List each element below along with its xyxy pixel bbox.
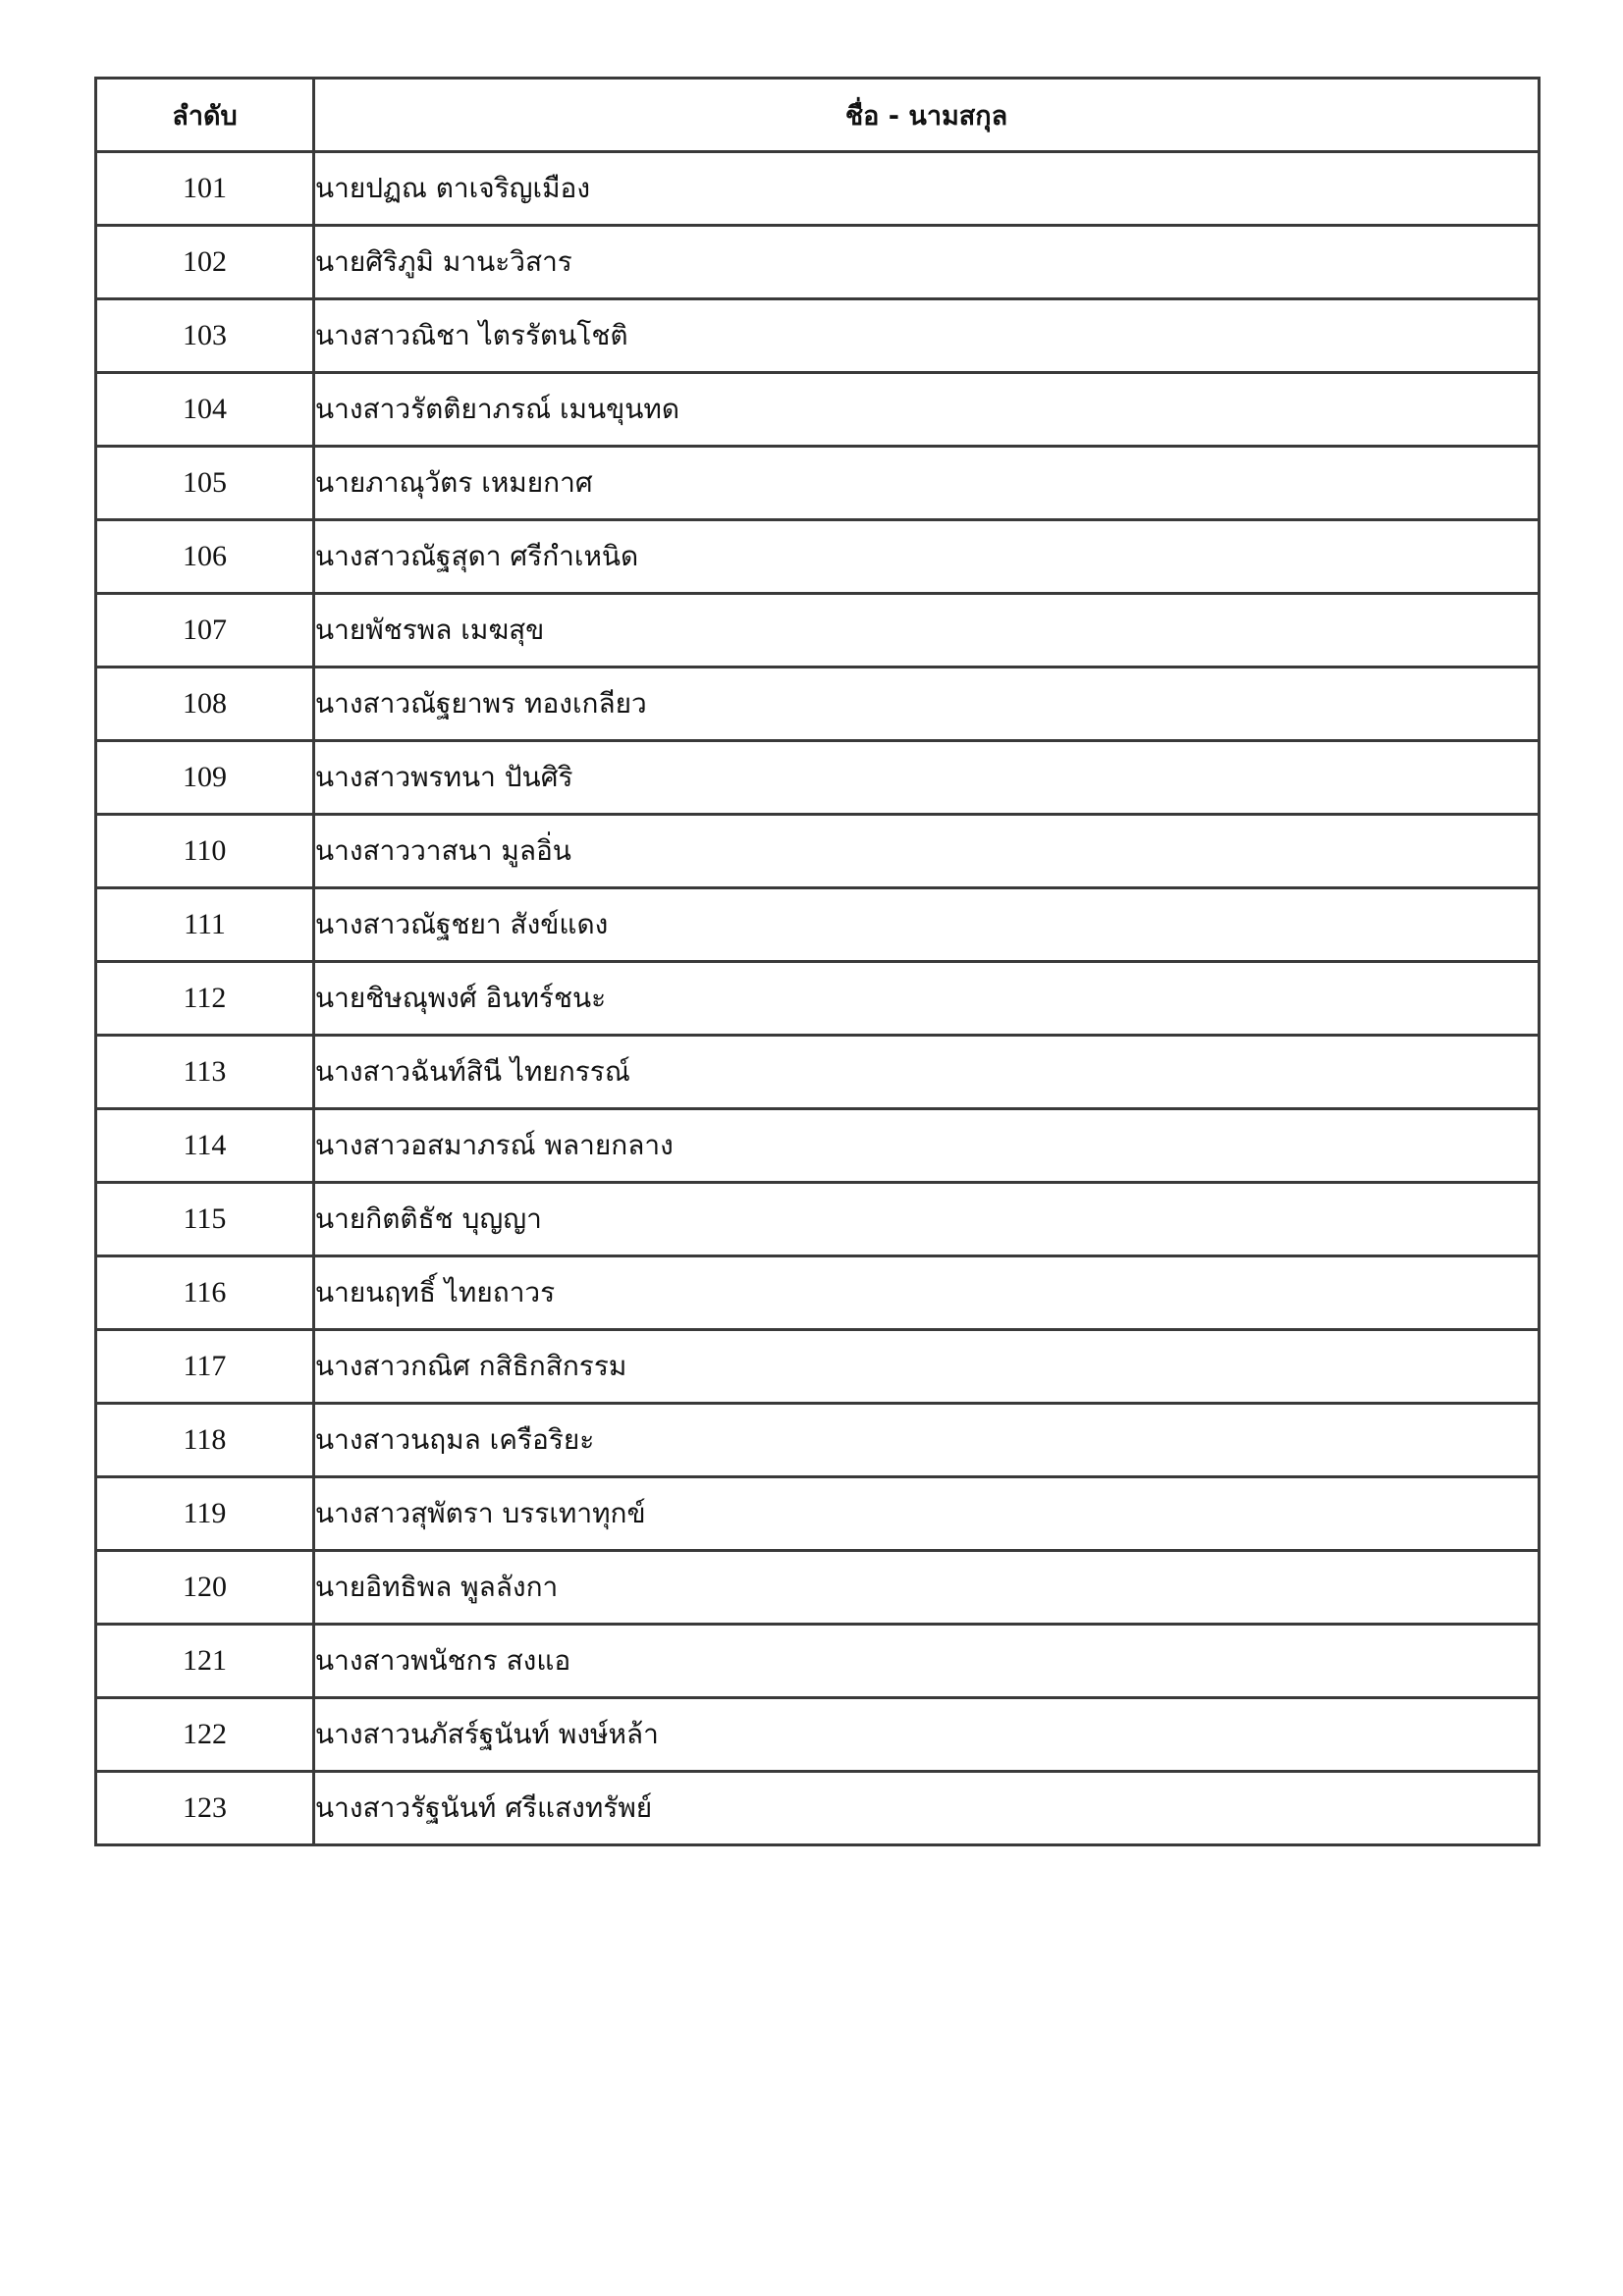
row-number: 117 xyxy=(96,1330,314,1404)
table-row xyxy=(96,815,1540,888)
table-row xyxy=(96,1772,1540,1845)
row-number: 116 xyxy=(96,1256,314,1330)
table-row xyxy=(96,226,1540,299)
row-full-name: นายนฤทธิ์ ไทยถาวร xyxy=(314,1256,1540,1330)
row-full-name: นางสาวสุพัตรา บรรเทาทุกข์ xyxy=(314,1477,1540,1551)
table-row xyxy=(96,152,1540,226)
table-row xyxy=(96,667,1540,741)
row-number: 112 xyxy=(96,962,314,1036)
table-row xyxy=(96,1256,1540,1330)
row-number: 103 xyxy=(96,299,314,373)
row-full-name: นางสาววาสนา มูลอิ่น xyxy=(314,815,1540,888)
row-number: 120 xyxy=(96,1551,314,1625)
row-full-name: นายกิตติธัช บุญญา xyxy=(314,1183,1540,1256)
row-number: 119 xyxy=(96,1477,314,1551)
row-full-name: นางสาวณัฐสุดา ศรีกำเหนิด xyxy=(314,520,1540,594)
row-number: 105 xyxy=(96,447,314,520)
row-number: 107 xyxy=(96,594,314,667)
row-full-name: นางสาวรัฐนันท์ ศรีแสงทรัพย์ xyxy=(314,1772,1540,1845)
table-row xyxy=(96,594,1540,667)
table-row xyxy=(96,888,1540,962)
row-full-name: นางสาวกณิศ กสิธิกสิกรรม xyxy=(314,1330,1540,1404)
row-number: 123 xyxy=(96,1772,314,1845)
table-row xyxy=(96,447,1540,520)
row-number: 108 xyxy=(96,667,314,741)
table-row xyxy=(96,1551,1540,1625)
row-number: 102 xyxy=(96,226,314,299)
row-full-name: นางสาวรัตติยาภรณ์ เมนขุนทด xyxy=(314,373,1540,447)
table-row xyxy=(96,299,1540,373)
table-row xyxy=(96,1625,1540,1698)
table-row xyxy=(96,1477,1540,1551)
table-row xyxy=(96,520,1540,594)
row-full-name: นางสาวณัฐชยา สังข์แดง xyxy=(314,888,1540,962)
row-full-name: นายภาณุวัตร เหมยกาศ xyxy=(314,447,1540,520)
row-number: 115 xyxy=(96,1183,314,1256)
table-row xyxy=(96,1183,1540,1256)
row-full-name: นายอิทธิพล พูลลังกา xyxy=(314,1551,1540,1625)
row-full-name: นายศิริภูมิ มานะวิสาร xyxy=(314,226,1540,299)
row-full-name: นางสาวนฤมล เครือริยะ xyxy=(314,1404,1540,1477)
row-full-name: นางสาวอสมาภรณ์ พลายกลาง xyxy=(314,1109,1540,1183)
row-full-name: นางสาวฉันท์สินี ไทยกรรณ์ xyxy=(314,1036,1540,1109)
row-number: 121 xyxy=(96,1625,314,1698)
row-full-name: นางสาวณัฐยาพร ทองเกลียว xyxy=(314,667,1540,741)
row-number: 122 xyxy=(96,1698,314,1772)
row-full-name: นางสาวพรทนา ปันศิริ xyxy=(314,741,1540,815)
row-number: 114 xyxy=(96,1109,314,1183)
table-row xyxy=(96,741,1540,815)
row-number: 106 xyxy=(96,520,314,594)
row-full-name: นายปฏณ ตาเจริญเมือง xyxy=(314,152,1540,226)
row-full-name: นางสาวนภัสร์ฐนันท์ พงษ์หล้า xyxy=(314,1698,1540,1772)
table-row xyxy=(96,1698,1540,1772)
table-row xyxy=(96,1330,1540,1404)
table-row xyxy=(96,962,1540,1036)
row-full-name: นายชิษณุพงศ์ อินทร์ชนะ xyxy=(314,962,1540,1036)
row-number: 109 xyxy=(96,741,314,815)
row-number: 111 xyxy=(96,888,314,962)
table-header xyxy=(96,79,1540,152)
table-row xyxy=(96,1109,1540,1183)
row-full-name: นางสาวณิชา ไตรรัตนโชติ xyxy=(314,299,1540,373)
table-row xyxy=(96,1036,1540,1109)
table-row xyxy=(96,1404,1540,1477)
header-full-name: ชื่อ - นามสกุล xyxy=(314,79,1540,152)
table-body xyxy=(96,152,1540,1845)
header-order: ลำดับ xyxy=(96,79,314,152)
row-number: 113 xyxy=(96,1036,314,1109)
name-list-table xyxy=(94,77,1541,1846)
row-number: 104 xyxy=(96,373,314,447)
row-number: 118 xyxy=(96,1404,314,1477)
row-full-name: นางสาวพนัชกร สงแอ xyxy=(314,1625,1540,1698)
table-row xyxy=(96,373,1540,447)
header-row xyxy=(96,79,1540,152)
row-number: 110 xyxy=(96,815,314,888)
row-full-name: นายพัชรพล เมฆสุข xyxy=(314,594,1540,667)
row-number: 101 xyxy=(96,152,314,226)
